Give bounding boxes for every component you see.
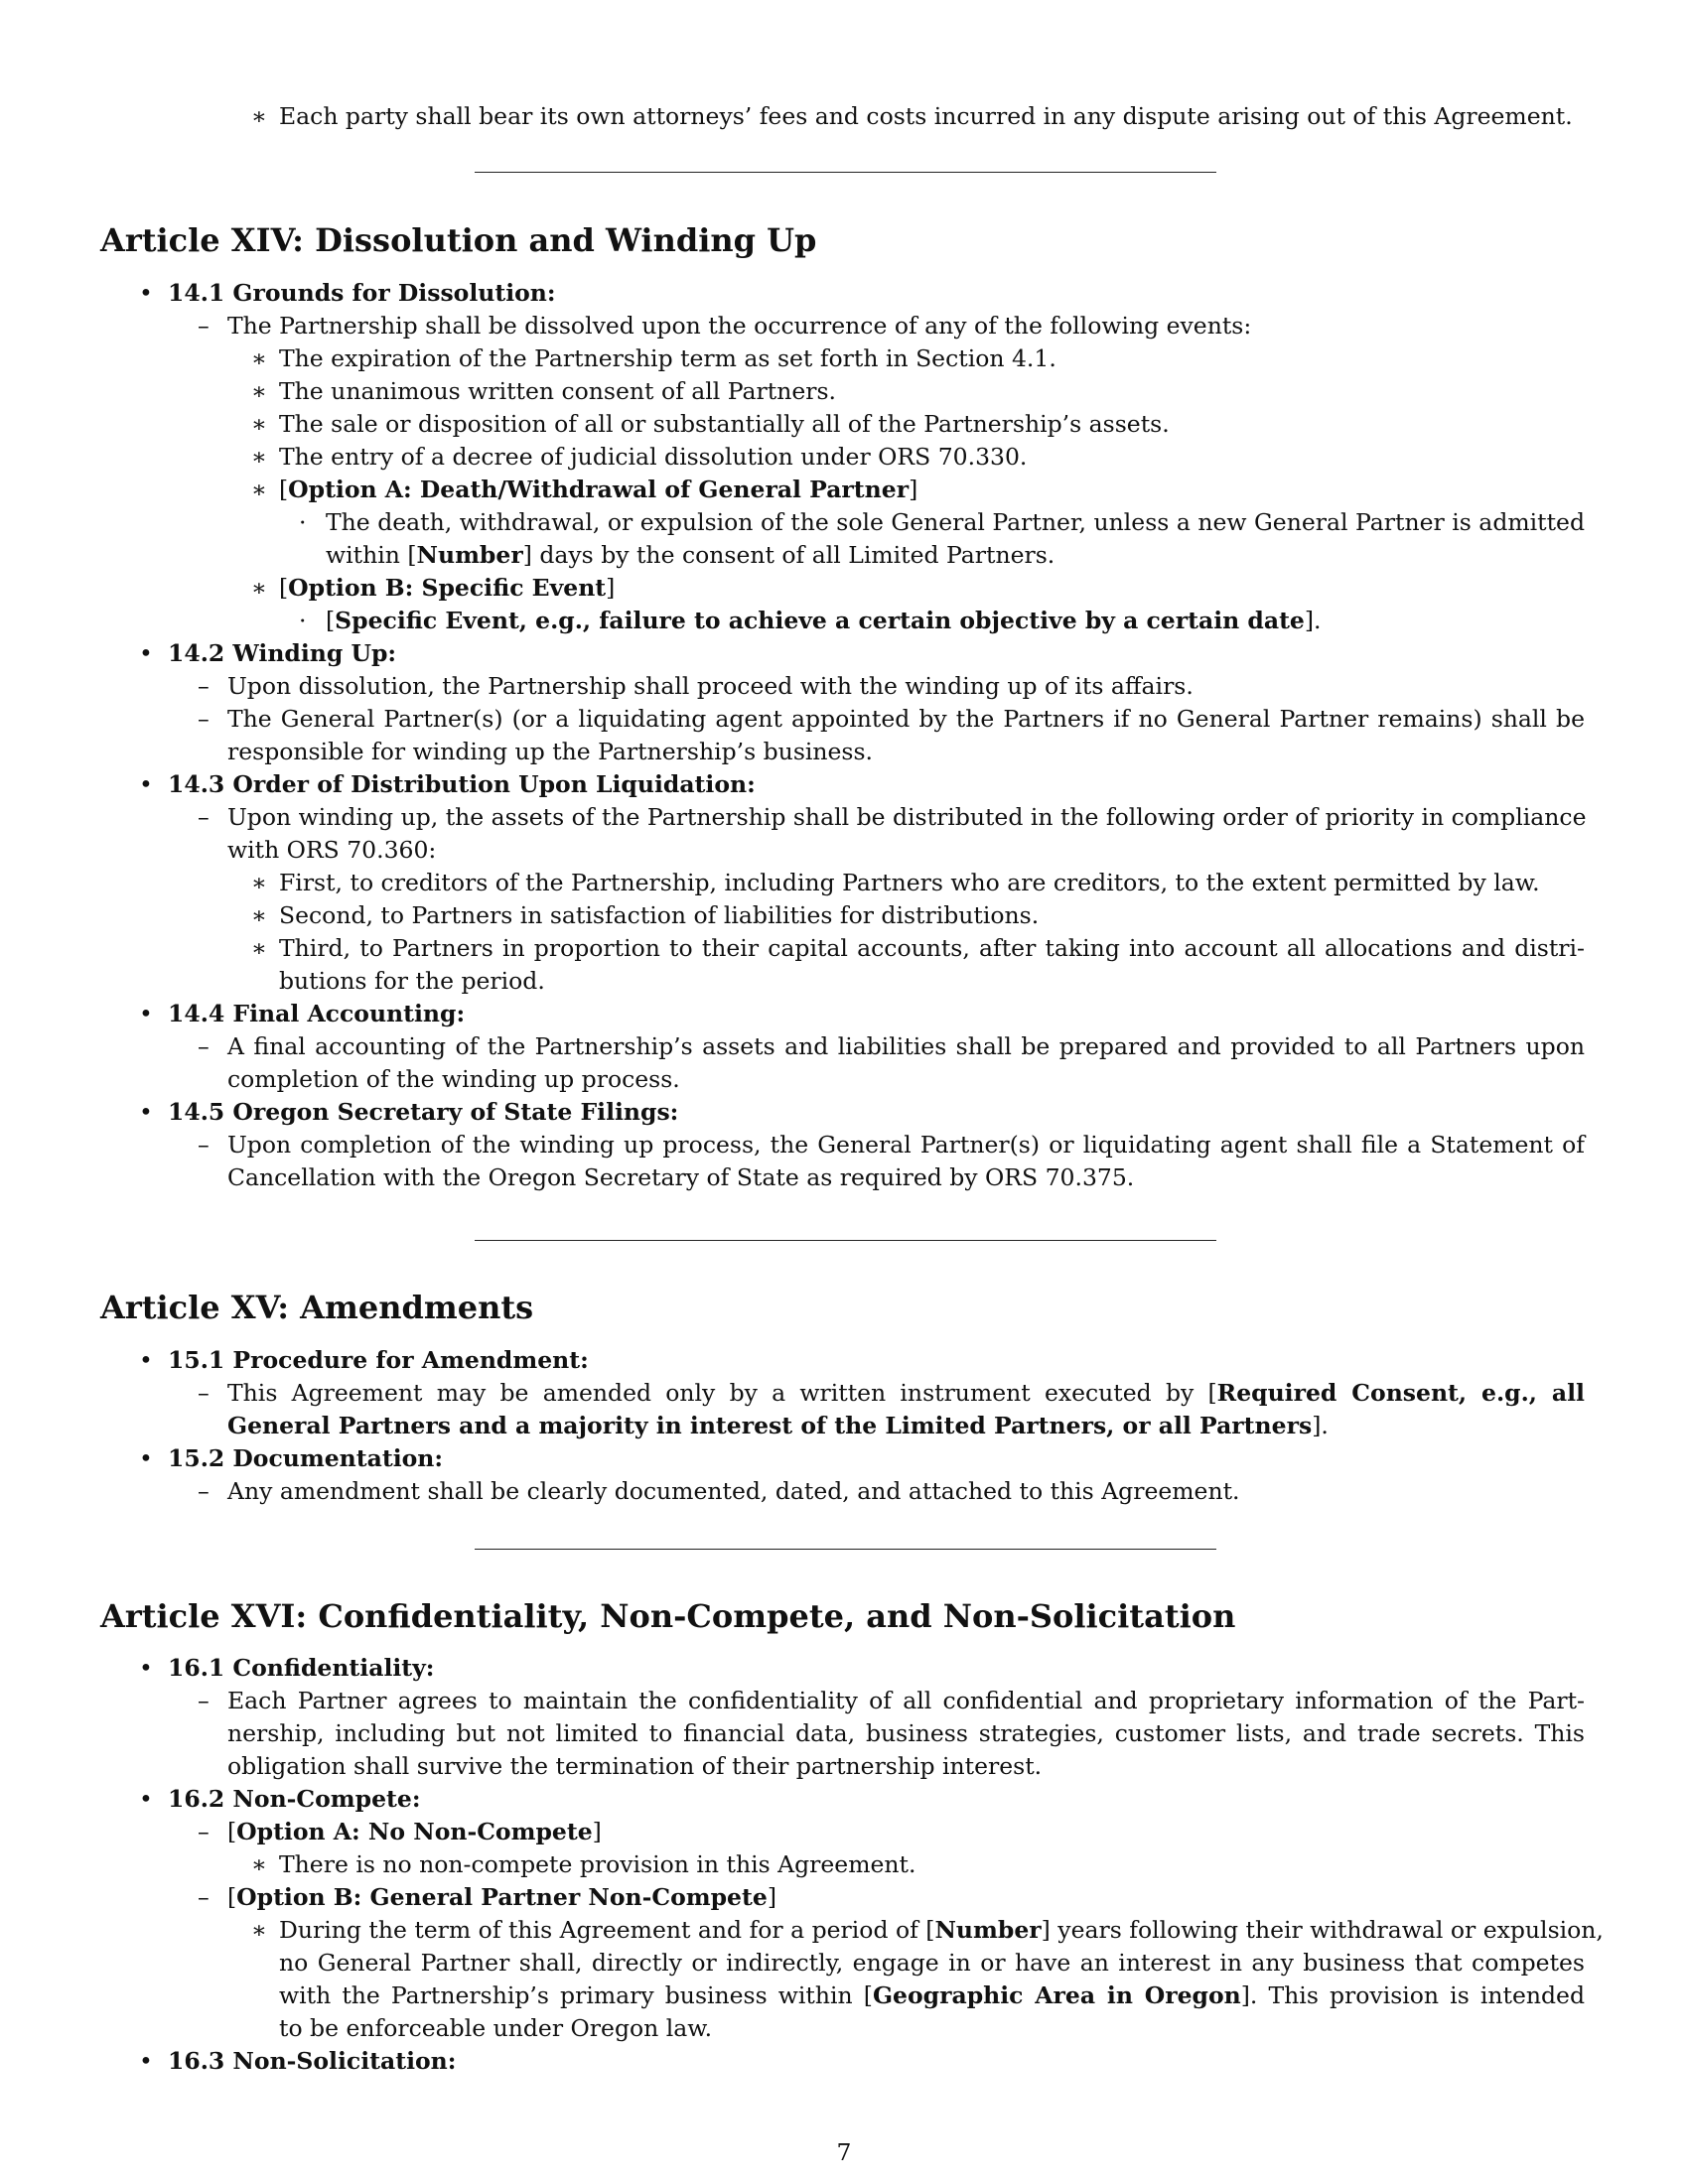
item-text: no General Partner shall, directly or indirectly, engage in or have an interest in any business that competes [279, 1949, 1585, 1977]
item-text: completion of the winding up process. [227, 1065, 680, 1093]
page-number: 7 [836, 2138, 852, 2166]
item-text: There is no non-compete provision in this Agreement. [279, 1850, 916, 1878]
option-label: Option A: Death/Withdrawal of General Partner [288, 476, 910, 503]
item-text: Any amendment shall be clearly documented, dated, and attached to this Agreement. [227, 1477, 1240, 1505]
option-label: Option A: No Non-Compete [236, 1818, 593, 1845]
item-text: Upon dissolution, the Partnership shall proceed with the winding up of its affairs. [227, 672, 1194, 700]
item-text: responsible for winding up the Partnership’s business. [227, 738, 874, 765]
item-text: The expiration of the Partnership term as set forth in Section 4.1. [279, 344, 1056, 372]
item-text: obligation shall survive the termination of their partnership interest. [227, 1752, 1043, 1780]
placeholder-field: Number [934, 1916, 1042, 1944]
section-title: 14.1 Grounds for Dissolution: [168, 279, 556, 307]
section-title: 16.2 Non-Compete: [168, 1785, 421, 1813]
section-title: 16.1 Confidentiality: [168, 1654, 435, 1682]
section-divider [475, 172, 1216, 173]
item-text: Cancellation with the Oregon Secretary of State as required by ORS 70.375. [227, 1163, 1135, 1191]
section-title: 14.4 Final Accounting: [168, 1000, 466, 1027]
article-heading: Article XVI: Confidentiality, Non-Compete, and Non-Solicitation [100, 1597, 1236, 1635]
placeholder-field: Geographic Area in Oregon [872, 1981, 1241, 2009]
item-text: Third, to Partners in proportion to their capital accounts, after taking into account all allocations and distri- [279, 934, 1585, 962]
placeholder-field: Required Consent, e.g., all [1216, 1379, 1585, 1407]
item-text: to be enforceable under Oregon law. [279, 2014, 713, 2042]
item-text: The sale or disposition of all or substantially all of the Partnership’s assets. [279, 410, 1170, 438]
item-text: butions for the period. [279, 967, 545, 995]
item-text: The entry of a decree of judicial dissolution under ORS 70.330. [279, 443, 1028, 471]
option-label: Option B: General Partner Non-Compete [236, 1883, 768, 1911]
article-heading: Article XIV: Dissolution and Winding Up [100, 221, 817, 259]
placeholder-field: Specific Event, e.g., failure to achieve a certain objective by a certain date [335, 607, 1305, 634]
item-text: The death, withdrawal, or expulsion of the sole General Partner, unless a new General Partner is admitted [326, 508, 1585, 536]
item-text: Upon winding up, the assets of the Partnership shall be distributed in the following order of priority in compliance [227, 803, 1587, 831]
option-label: Option B: Specific Event [288, 574, 607, 602]
section-title: 14.3 Order of Distribution Upon Liquidation: [168, 770, 756, 798]
item-text: Upon completion of the winding up process, the General Partner(s) or liquidating agent shall file a Statement of [227, 1131, 1585, 1159]
item-text: Second, to Partners in satisfaction of liabilities for distributions. [279, 901, 1040, 929]
document-page: ∗ Each party shall bear its own attorneys’ fees and costs incurred in any dispute arising out of this Agreement. Article XIV: Dissolution and Winding Up • 14.1 Grounds for Dissolution: – The Partnership shall be dissolved upon the occurrence of any of the following events: ∗ The expiration of the Partnership term as set forth in Section 4.1. ∗ The unanimous written consent of all Partners. ∗ The sale or disposition of all or substantially all of the Partnership’s assets. ∗ The entry of a decree of judicial dissolution under ORS 70.330. ∗ [Option A: Death/Withdrawal of General Partner] · The death, withdrawal, or expulsion of the sole General Partner, unless a new General Partner is admitted within [Number] days by the consent of all Limited Partners. ∗ [Option B: Specific Event] · [Specific Event, e.g., failure to achieve a certain objective by a certain date]. • 14.2 Winding Up: – Upon dissolution, the Partnership shall proceed with the winding up of its affairs. – The General Partner(s) (or a liquidating agent appointed by the Partners if no General Partner remains) shall be responsible for winding up the Partnership’s business. • 14.3 Order of Distribution Upon Liquidation: – Upon winding up, the assets of the Partnership shall be distributed in the following order of priority in compliance with ORS 70.360: ∗ First, to creditors of the Partnership, including Partners who are creditors, to the extent permitted by law. ∗ Second, to Partners in satisfaction of liabilities for distributions. ∗ Third, to Partners in proportion to their capital accounts, after taking into account all allocations and distri- butions for the period. • 14.4 Final Accounting: – A final accounting of the Partnership’s assets and liabilities shall be prepared and provided to all Partners upon completion of the winding up process. • 14.5 Oregon Secretary of State Filings: – Upon completion of the winding up process, the General Partner(s) or liquidating agent shall file a Statement of Cancellation with the Oregon Secretary of State as required by ORS 70.375. Article XV: Amendments • 15.1 Procedure for Amendment: – This Agreement may be amended only by a written instrument executed by [Required Consent, e.g., all General Partners and a majority in interest of the Limited Partners, or all Partners]. • 15.2 Documentation: – Any amendment shall be clearly documented, dated, and attached to this Agreement. Article XVI: Confidentiality, Non-Compete, and Non-Solicitation • 16.1 Confidentiality: – Each Partner agrees to maintain the confidentiality of all confidential and proprietary information of the Part- nership, including but not limited to financial data, business strategies, customer lists, and trade secrets. This obligation shall survive the termination of their partnership interest. • 16.2 Non-Compete: – [Option A: No Non-Compete] ∗ There is no non-compete provision in this Agreement. – [Option B: General Partner Non-Compete] ∗ During the term of this Agreement and for a period of [Number] years following their withdrawal or expulsion, no General Partner shall, directly or indirectly, engage in or have an interest in any business that competes with the Partnership’s primary business within [Geographic Area in Oregon]. This provision is intended to be enforceable under Oregon law. • 16.3 Non-Solicitation: 7 [0, 0, 1688, 2184]
asterisk-bullet: ∗ [251, 102, 267, 130]
section-title: 14.2 Winding Up: [168, 639, 397, 667]
item-text: First, to creditors of the Partnership, including Partners who are creditors, to the extent permitted by law. [279, 869, 1540, 896]
item-text: with ORS 70.360: [227, 836, 437, 864]
item-text: The Partnership shall be dissolved upon the occurrence of any of the following events: [227, 312, 1252, 340]
section-title: 15.2 Documentation: [168, 1444, 444, 1472]
placeholder-field: Number [416, 541, 523, 569]
section-divider [475, 1240, 1216, 1241]
item-text: Each party shall bear its own attorneys’ fees and costs incurred in any dispute arising out of this Agreement. [279, 102, 1573, 130]
section-title: 15.1 Procedure for Amendment: [168, 1346, 589, 1374]
item-text: nership, including but not limited to financial data, business strategies, customer lists, and trade secrets. This [227, 1719, 1585, 1747]
section-title: 14.5 Oregon Secretary of State Filings: [168, 1098, 679, 1126]
section-divider [475, 1549, 1216, 1550]
item-text: A final accounting of the Partnership’s assets and liabilities shall be prepared and provided to all Partners upon [227, 1032, 1585, 1060]
placeholder-field: General Partners and a majority in interest of the Limited Partners, or all Partners [227, 1412, 1313, 1439]
item-text: The unanimous written consent of all Partners. [279, 377, 837, 405]
article-heading: Article XV: Amendments [100, 1289, 534, 1326]
section-title: 16.3 Non-Solicitation: [168, 2047, 457, 2075]
item-text: The General Partner(s) (or a liquidating agent appointed by the Partners if no General Partner remains) shall be [227, 705, 1585, 733]
item-text: Each Partner agrees to maintain the confidentiality of all confidential and proprietary information of the Part- [227, 1687, 1585, 1714]
